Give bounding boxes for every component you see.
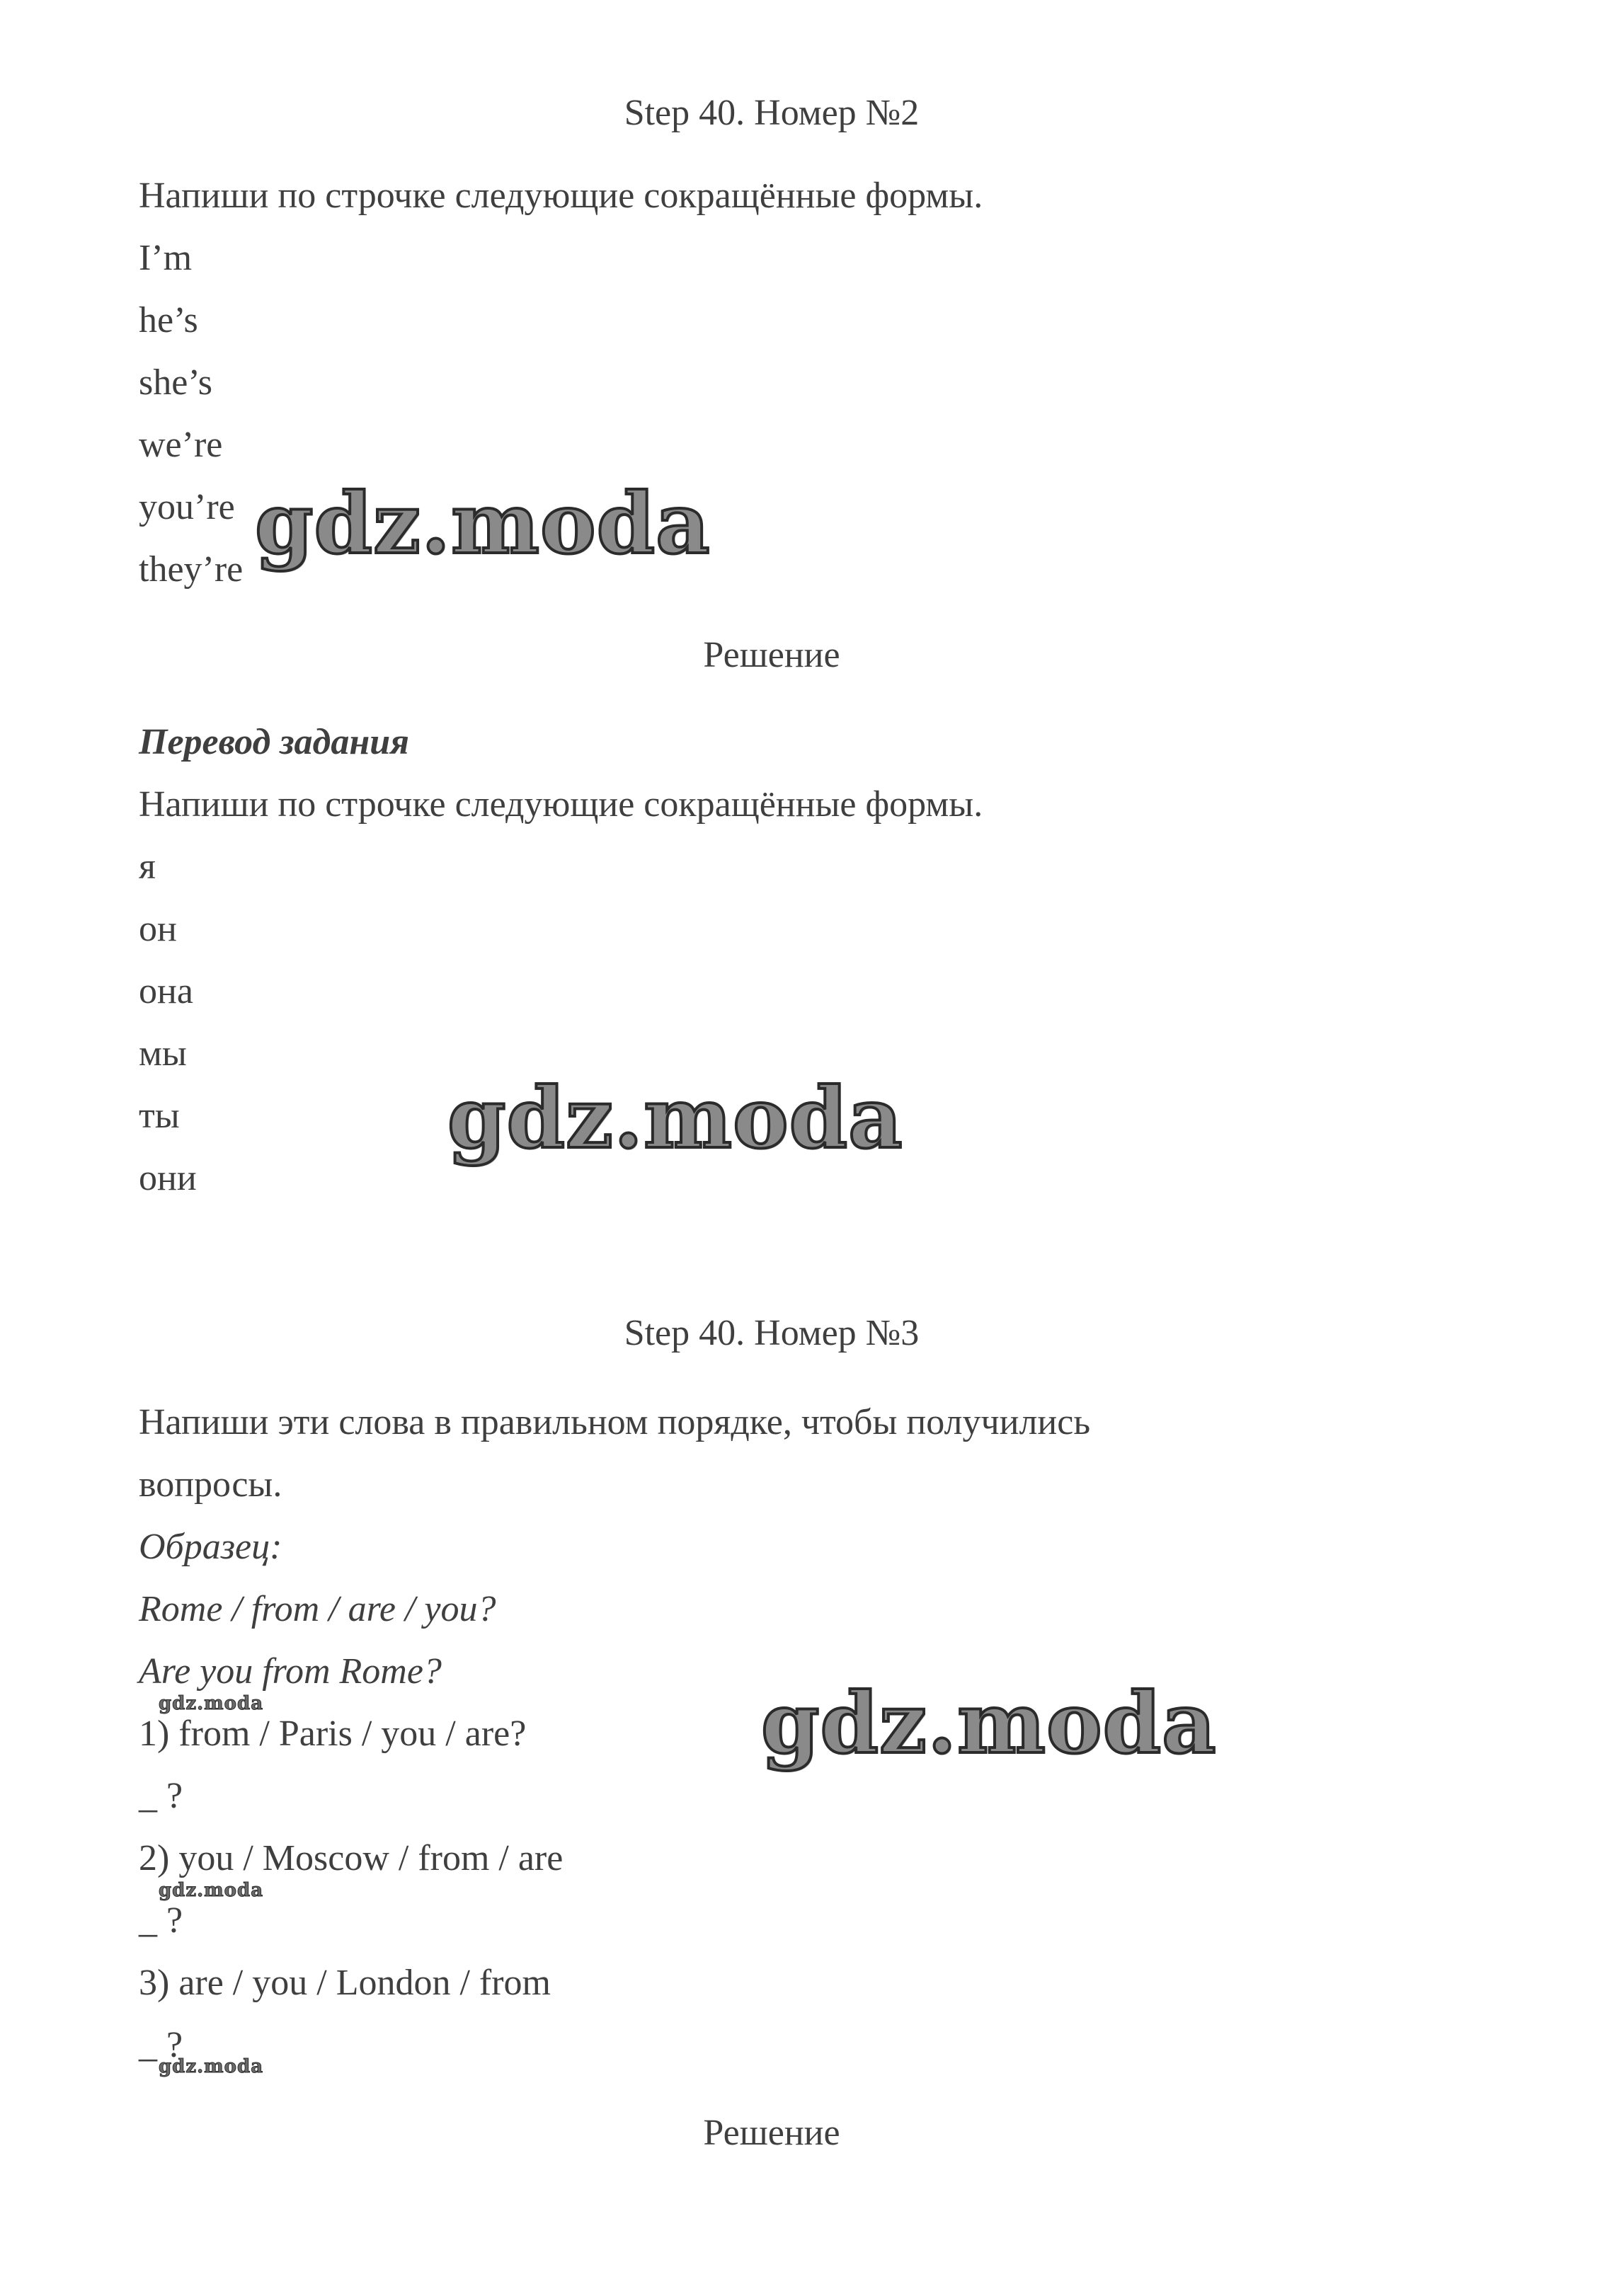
example-label: Образец: (139, 1527, 282, 1567)
watermark-logo-small: gdz.moda (159, 1880, 264, 1901)
watermark-logo: gdz.moda (447, 1069, 903, 1167)
translation-label: Перевод задания (139, 722, 409, 762)
task-words: 1) from / Paris / you / are? (139, 1714, 527, 1754)
watermark-logo-small: gdz.moda (159, 1693, 264, 1714)
contraction-item: they’re (139, 549, 244, 590)
watermark-logo: gdz.moda (255, 474, 711, 573)
watermark-logo: gdz.moda (761, 1674, 1217, 1772)
translation-item: ты (139, 1096, 180, 1136)
solution-label: Решение (703, 635, 840, 675)
example-answer: Are you from Rome? (139, 1651, 442, 1692)
watermark-logo-small: gdz.moda (159, 2056, 264, 2077)
translation-item: я (139, 846, 156, 887)
translation-item: мы (139, 1033, 187, 1074)
task-instruction: Напиши по строчке следующие сокращённые формы. (139, 176, 983, 216)
solution-label: Решение (703, 2113, 840, 2153)
section-heading: Step 40. Номер №3 (624, 1313, 920, 1353)
translation-item: он (139, 909, 177, 949)
task-answer-blank: _ ? (139, 1900, 183, 1941)
contraction-item: I’m (139, 238, 193, 278)
task-answer-blank: _ ? (139, 1776, 183, 1816)
example-words: Rome / from / are / you? (139, 1589, 496, 1629)
translation-item: они (139, 1158, 197, 1198)
section-heading: Step 40. Номер №2 (624, 93, 920, 133)
task-instruction: Напиши эти слова в правильном порядке, чтобы получились (139, 1402, 1091, 1442)
task-words: 3) are / you / London / from (139, 1963, 551, 2003)
task-answer-blank: _ ? (139, 2025, 183, 2065)
contraction-item: you’re (139, 487, 235, 527)
contraction-item: she’s (139, 362, 212, 403)
task-instruction-continued: вопросы. (139, 1464, 282, 1505)
translation-instruction: Напиши по строчке следующие сокращённые формы. (139, 784, 983, 825)
contraction-item: we’re (139, 425, 223, 465)
contraction-item: he’s (139, 300, 198, 340)
task-words: 2) you / Moscow / from / are (139, 1838, 564, 1878)
translation-item: она (139, 971, 193, 1011)
